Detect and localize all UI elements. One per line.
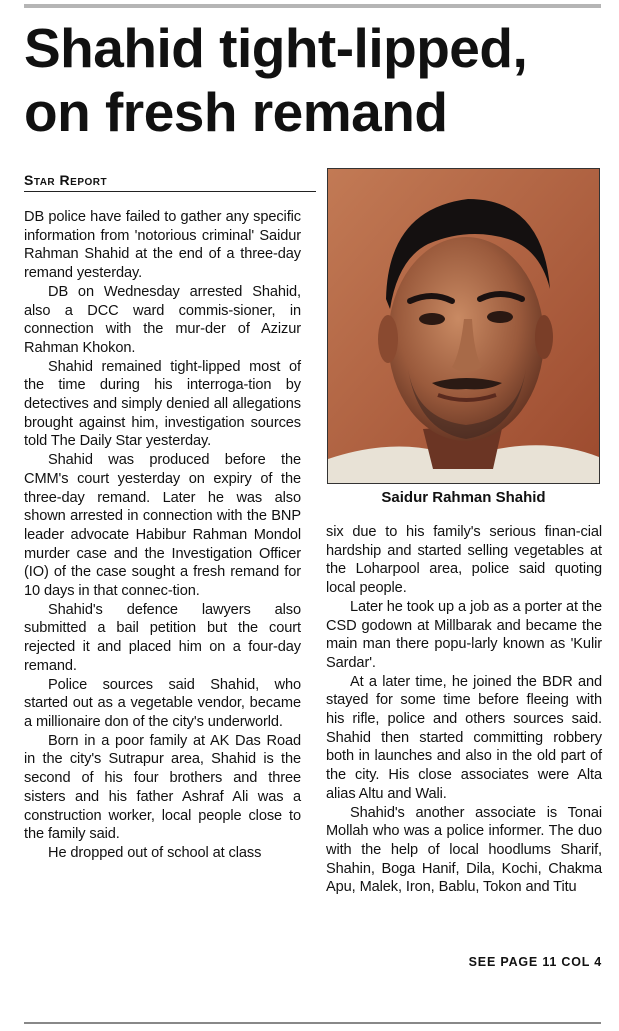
article-paragraph: Shahid's defence lawyers also submitted a bail petition but the court rejected it and placed him on a four-day remand. <box>24 601 301 674</box>
article-paragraph: At a later time, he joined the BDR and stayed for some time before fleeing with his rifle, police and others sources said. Shahid then started committing robbery both in launches and also in the old part of the city. His close associates were Alta alias Altu and Wali. <box>326 673 602 802</box>
article-column-1 <box>24 208 301 863</box>
continuation-note: SEE PAGE 11 COL 4 <box>468 955 602 969</box>
article-column-2 <box>326 523 602 897</box>
headline-line-2: on fresh remand <box>24 81 448 143</box>
article-paragraph: Shahid was produced before the CMM's court yesterday on expiry of the three-day remand. Later he was also shown arrested in connection with the BNP leader advocate Habibur Rahman Mondol murder case and the Investigation Officer (IO) of the case sought a fresh remand for 10 days in that connec-tion. <box>24 452 301 600</box>
headline-line-1: Shahid tight-lipped, <box>24 17 528 79</box>
portrait-photo <box>327 168 600 484</box>
article-paragraph: Born in a poor family at AK Das Road in the city's Sutrapur area, Shahid is the second of his four brothers and three sisters and his father Ashraf Ali was a construction worker, local people close to the family said. <box>24 732 301 843</box>
byline: Star Report <box>24 170 316 192</box>
article-paragraph: Shahid remained tight-lipped most of the time during his interroga-tion by detectives and simply denied all allegations brought against him, investigation sources told The Daily Star yesterday. <box>24 358 301 450</box>
article-paragraph: DB police have failed to gather any specific information from 'notorious criminal' Saidur Rahman Shahid at the end of a three-day remand yesterday. <box>24 209 301 282</box>
headline <box>24 16 604 144</box>
article-paragraph: He dropped out of school at class <box>48 844 262 861</box>
article-paragraph: Police sources said Shahid, who started out as a vegetable vendor, became a millionaire don of the city's underworld. <box>24 676 301 730</box>
article-paragraph: Shahid's another associate is Tonai Mollah who was a police informer. The duo with the help of local hoodlums Sharif, Shahin, Boga Hanif, Dila, Kochi, Chakma Apu, Malek, Iron, Bablu, Tokon and Titu <box>326 804 602 896</box>
photo-caption: Saidur Rahman Shahid <box>381 489 546 506</box>
top-rule <box>24 4 601 8</box>
article-paragraph: Later he took up a job as a porter at the CSD godown at Millbarak and became the main man there popu-larly known as 'Kulir Sardar'. <box>326 598 602 671</box>
bottom-rule <box>24 1022 601 1024</box>
article-paragraph: DB on Wednesday arrested Shahid, also a DCC ward commis-sioner, in connection with the mur-der of Azizur Rahman Khokon. <box>24 283 301 356</box>
article-paragraph: six due to his family's serious finan-cial hardship and started selling vegetables at the Loharpool area, police said quoting local people. <box>326 524 602 597</box>
